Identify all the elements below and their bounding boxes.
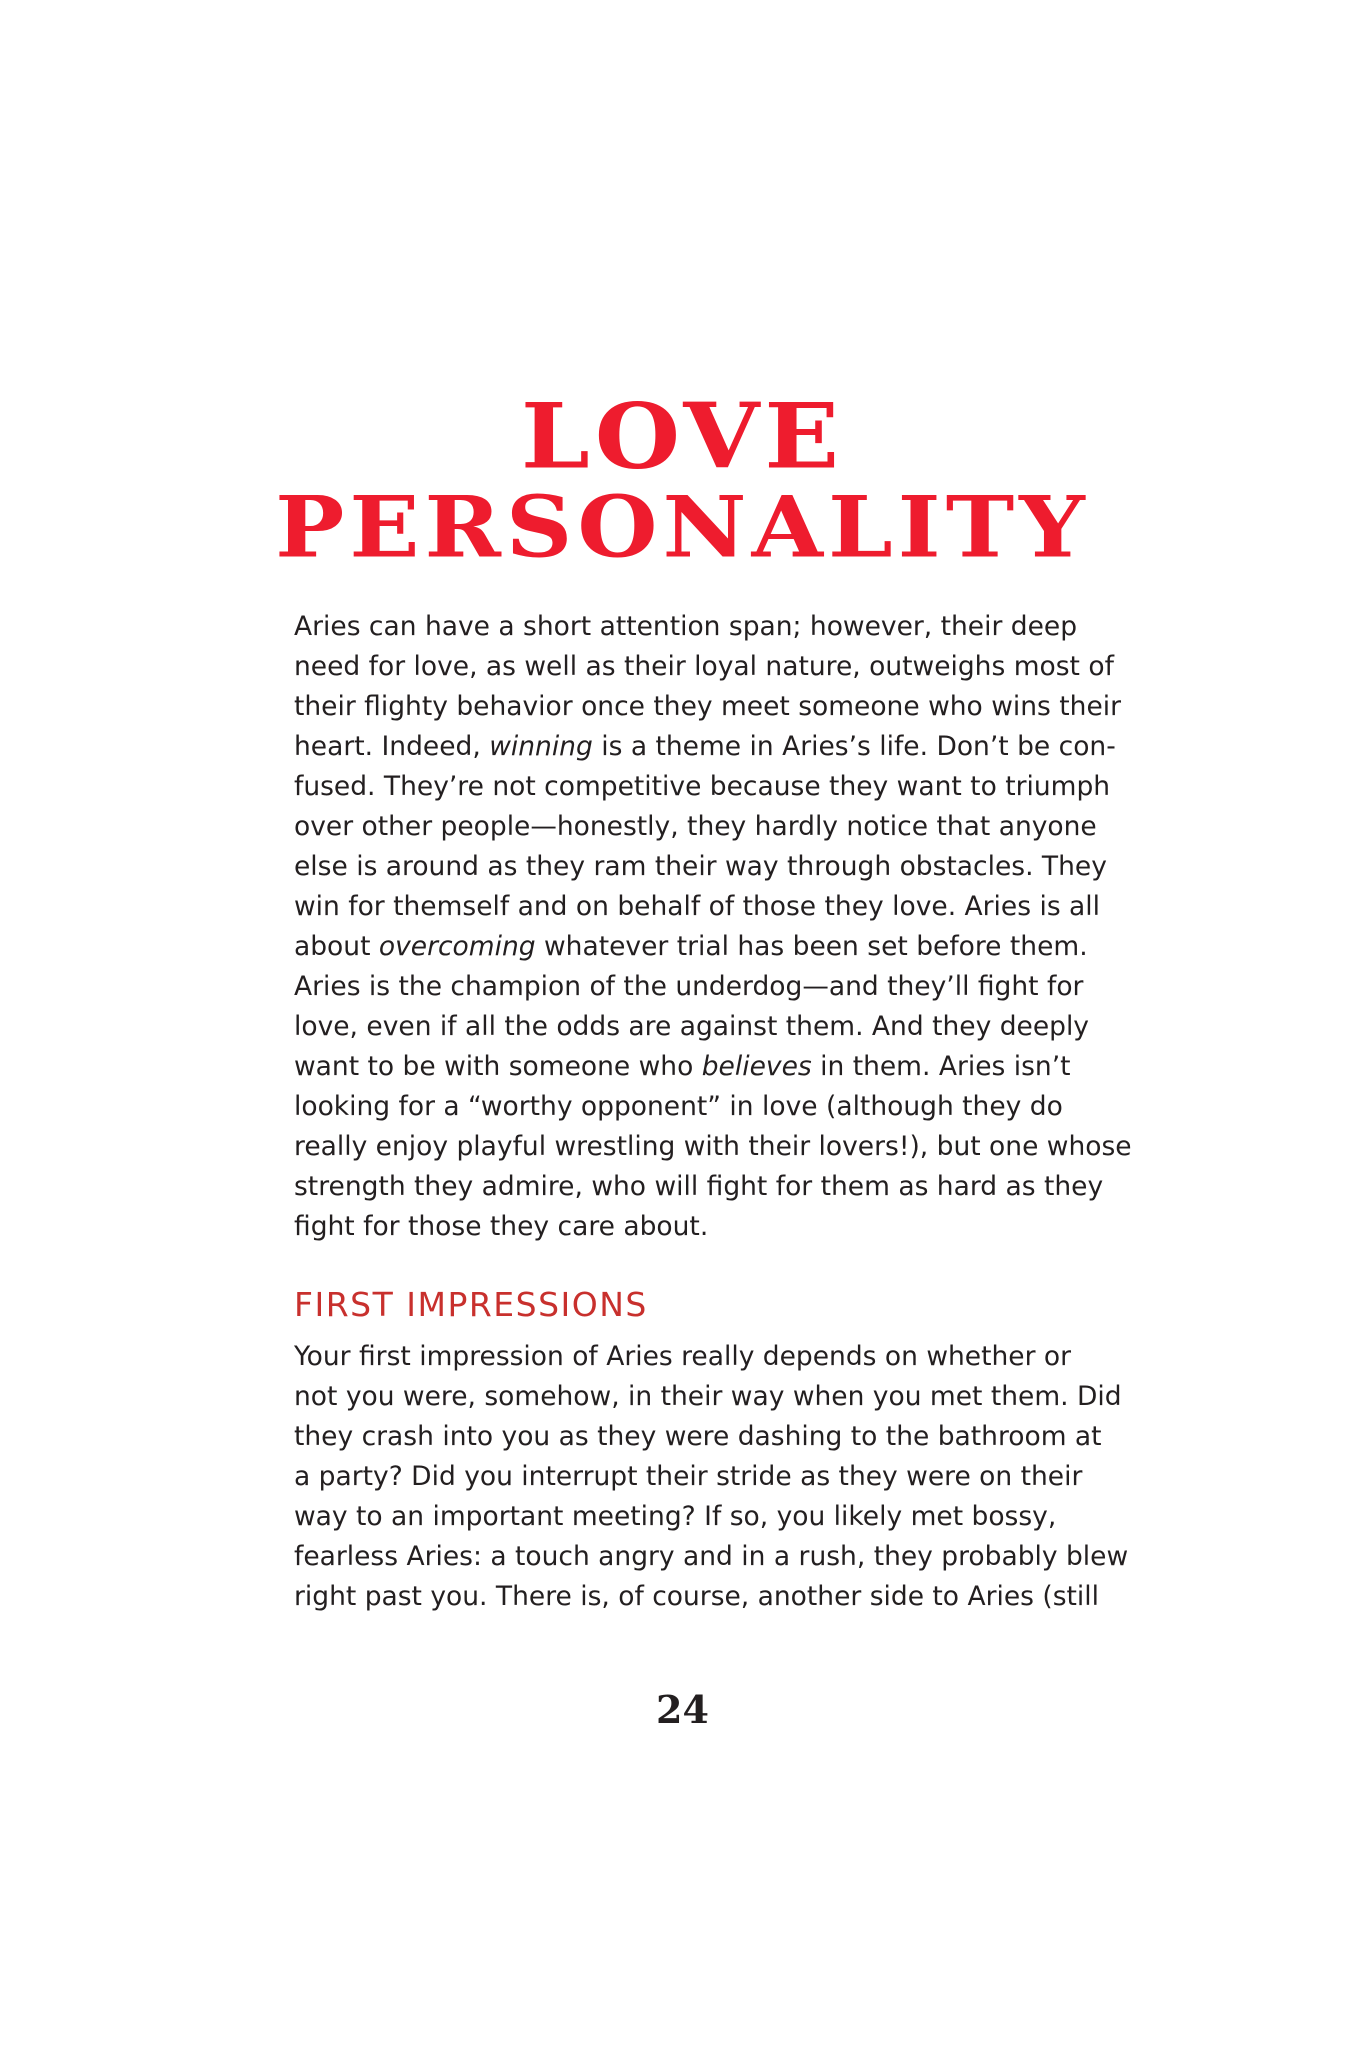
text-line: a party? Did you interrupt their stride as they were on their [294,1461,1083,1492]
text-line: Your first impression of Aries really depends on whether or [294,1341,1072,1372]
text-run: whatever trial has been set before them. [535,931,1088,962]
text-run: heart. Indeed, [294,731,490,762]
text-line: strength they admire, who will fight for them as hard as they [294,1171,1104,1202]
text-run: is a theme in Aries’s life. Don’t be con- [592,731,1116,762]
text-line: love, even if all the odds are against them. And they deeply [294,1011,1089,1042]
text-line: not you were, somehow, in their way when you met them. Did [294,1381,1122,1412]
text-run: want to be with someone who [294,1051,702,1082]
chapter-title-line-1: LOVE [520,383,845,490]
text-line: their flighty behavior once they meet someone who wins their [294,691,1121,722]
text-line: need for love, as well as their loyal nature, outweighs most of [294,651,1114,682]
text-line: looking for a “worthy opponent” in love (although they do [294,1091,1063,1122]
text-line [294,1047,1094,1087]
text-run: about [294,931,379,962]
emphasis-winning: winning [489,731,593,762]
text-line: fearless Aries: a touch angry and in a rush, they probably blew [294,1541,1129,1572]
intro-paragraph [294,607,1132,1247]
chapter-title-line-2: PERSONALITY [275,477,1090,577]
first-impressions-paragraph [294,1337,1129,1617]
emphasis-overcoming: overcoming [378,931,536,962]
text-line: way to an important meeting? If so, you likely met bossy, [294,1501,1057,1532]
text-line [294,727,1116,767]
chapter-title [0,383,1365,577]
emphasis-believes: believes [701,1051,812,1082]
text-run: in them. Aries isn’t [811,1051,1071,1082]
text-line: Aries can have a short attention span; however, their deep [294,611,1078,642]
text-line: over other people—honestly, they hardly notice that anyone [294,811,1097,842]
text-line: else is around as they ram their way through obstacles. They [294,851,1107,882]
text-line: win for themself and on behalf of those they love. Aries is all [294,891,1101,922]
text-line: really enjoy playful wrestling with their lovers!), but one whose [294,1131,1132,1162]
page-number: 24 [656,1687,709,1732]
text-line: right past you. There is, of course, another side to Aries (still [294,1581,1099,1612]
text-line: fused. They’re not competitive because they want to triumph [294,771,1111,802]
section-heading: FIRST IMPRESSIONS [294,1285,648,1324]
text-line [294,927,1094,967]
text-line: Aries is the champion of the underdog—and they’ll fight for [294,971,1084,1002]
text-line: they crash into you as they were dashing to the bathroom at [294,1421,1102,1452]
text-line: fight for those they care about. [294,1211,709,1242]
